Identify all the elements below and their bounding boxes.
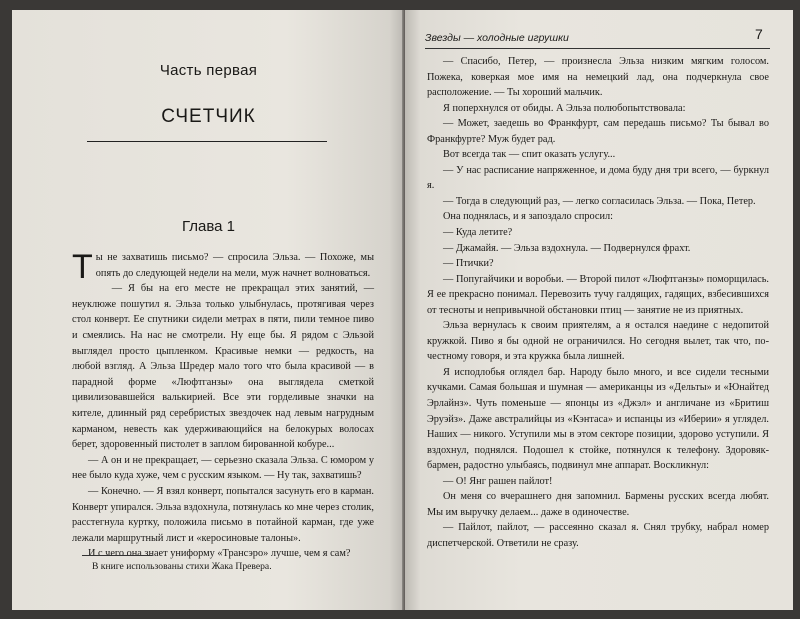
paragraph: — Джамайя. — Эльза вздохнула. — Подвернулся фрахт. — [443, 242, 691, 254]
header-divider — [425, 48, 770, 49]
paragraph: Эльза вернулась к своим приятелям, а я остался наедине с недопитой кружкой. Пиво я бы одной не ограничился. Но сегодня вылет, так что, по-честному говоря, и эта кружка была лишней. — [427, 320, 769, 363]
running-head: Звезды — холодные игрушки — [425, 32, 569, 44]
paragraph: — Я бы на его месте не прекращал этих занятий, — неуклюже пошутил я. Эльза только улыбнулась, протягивая через стол конверт. Ее спутники сидели метрах в пяти, пили темное пиво и смеялись. На нас не смотрели. Ну еще бы. Я рядом с Эльзой выглядел просто цыпленком. Красивые немки — редкость, на любой взгляд. А Эльза Шредер мало того что была красивой — в парадной форме «Люфтганзы» она выглядела сметкой цивилизовавшейся валькирией. Все эти горделивые значки на кителе, длинный ряд серебристых звездочек над левым нагрудным карманом, невесть как удерживающийся на белокурых волосах берет, здоровенный пистолет в заплом бированной кобуре... — [72, 283, 374, 451]
paragraph: — А он и не прекращает, — серьезно сказала Эльза. С юмором у нее было куда хуже, чем с русским языком. — Ну так, захватишь? — [72, 454, 374, 482]
page-number: 7 — [755, 26, 763, 42]
paragraph: Он меня со вчерашнего дня запомнил. Бармены русских всегда любят. Мы им выручку делаем... даже в одиночестве. — [427, 491, 769, 518]
left-page — [12, 10, 405, 610]
paragraph: — Спасибо, Петер, — произнесла Эльза низким мягким голосом. Пожека, коверкая мое имя на немецкий лад, она подчеркнула свое расположение. — Ты хороший мальчик. — [427, 56, 769, 99]
footnote: В книге использованы стихи Жака Превера. — [92, 561, 272, 572]
paragraph: — Пайлот, пайлот, — рассеянно сказал я. Снял трубку, набрал номер диспетчерской. Ответили не сразу. — [427, 522, 769, 549]
footnote-divider — [82, 555, 152, 556]
chapter-title: Глава 1 — [181, 218, 236, 235]
left-page-body — [72, 250, 374, 562]
paragraph: Я поперхнулся от обиды. А Эльза полюбопытствовала: — [443, 102, 686, 114]
paragraph: — Попугайчики и воробьи. — Второй пилот «Люфтганзы» поморщилась. Я ее прекрасно понимал. Перевозить тучу галдящих, гадящих, взбесившихся от тесноты и непривычной обстановки птиц — занятие не из приятных. — [427, 273, 769, 316]
section-title: СЧЕТЧИК — [161, 106, 256, 127]
drop-cap: Т — [72, 248, 93, 286]
paragraph: Она поднялась, и я запоздало спросил: — [443, 211, 613, 223]
paragraph: — Птички? — [443, 258, 494, 270]
part-title: Часть первая — [159, 62, 258, 79]
paragraph: — Тогда в следующий раз, — легко согласилась Эльза. — Пока, Петер. — [443, 195, 756, 207]
paragraph: Я исподлобья оглядел бар. Народу было много, и все сидели тесными кучками. Самая большая и шумная — американцы из «Дельты» и «Юнайтед Эрлайнз». Чуть поменьше — японцы из «Джэл» и англичане из «Бритиш Эруэйз». Даже австралийцы из «Кэнтаса» и испанцы из «Иберии» я углядел. Наших — никого. Уступили мы в этом секторе позиции, здорово уступили. Я вздохнул, поднялся. Подошел к стойке, потянулся к телефону. Здоровяк-бармен, радостно улыбаясь, подвинул мне аппарат. Воскликнул: — [427, 366, 769, 472]
paragraph: — У нас расписание напряженное, и дома буду дня три всего, — буркнул я. — [427, 164, 769, 192]
paragraph: — Конечно. — Я взял конверт, попытался засунуть его в карман. Конверт упирался. Эльза вздохнула, потянулась ко мне через столик, расстегнула куртку, положила письмо в потайной карман, где уже лежали маршрутный лист и «керосиновые талоны». — [72, 485, 374, 544]
right-page — [405, 10, 793, 610]
paragraph: И с чего она знает униформу «Трансэро» лучше, чем я сам? — [88, 548, 351, 560]
paragraph: — Куда летите? — [443, 227, 513, 239]
paragraph: — О! Янг рашен пайлот! — [443, 475, 553, 487]
section-divider — [87, 141, 327, 142]
paragraph: Ты не захватишь письмо? — спросила Эльза. — Похоже, мы опять до следующей недели на мели, муж начнет волноваться. — [72, 248, 374, 286]
paragraph: Вот всегда так — спит оказать услугу... — [443, 149, 616, 161]
right-page-body — [427, 54, 769, 552]
paragraph: — Может, заедешь во Франкфурт, сам передашь письмо? Ты бывал во Франкфурте? Муж будет рад. — [427, 118, 769, 145]
